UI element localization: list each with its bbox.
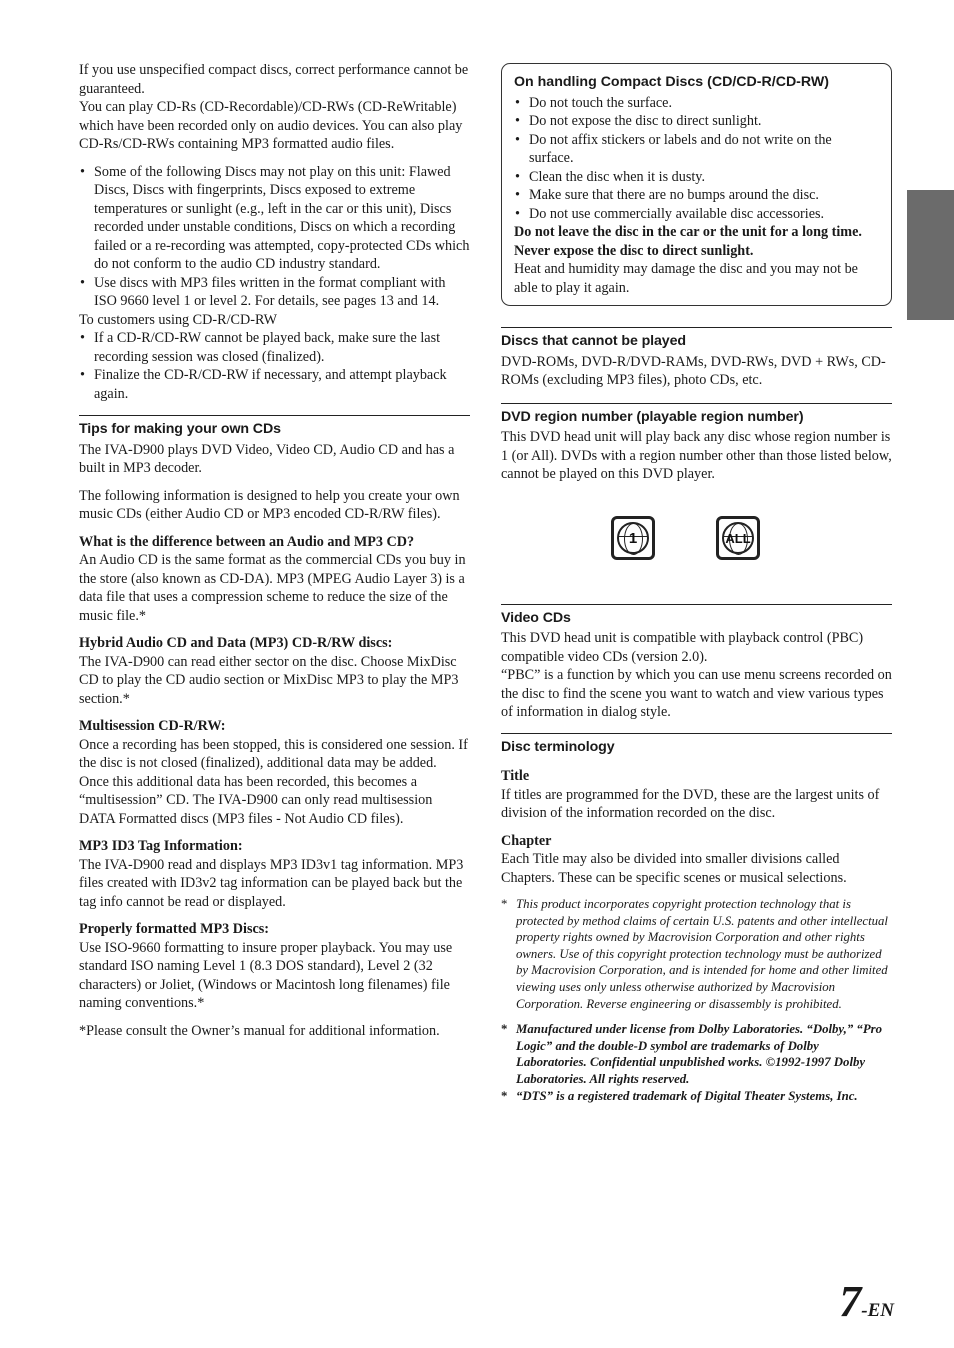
- mp3-format-heading: Properly formatted MP3 Discs:: [79, 921, 270, 937]
- title-term-body: If titles are programmed for the DVD, these are the largest units of division of the information recorded on the disc.: [501, 786, 880, 821]
- footnote-dts: [501, 1088, 892, 1105]
- mp3-format-body: Use ISO-9660 formatting to insure proper playback. You may use standard ISO naming Level 1 (8.3 DOS standard), Level 2 (32 characters) or Joliet, (Windows or Macintosh long filenames) file naming conventions.*: [79, 939, 453, 1011]
- region-body: This DVD head unit will play back any disc whose region number is 1 (or All). DVDs with a region number other than those listed below, cannot be played on this DVD player.: [501, 429, 892, 482]
- list-item: • Do not use commercially available disc accessories.: [514, 205, 879, 224]
- intro-paragraph-2: You can play CD-Rs (CD-Recordable)/CD-RWs (CD-ReWritable) which have been recorded only on audio devices. You can also play CD-Rs/CD-RWs containing MP3 formatted audio files.: [79, 99, 463, 152]
- cannot-play-body: DVD-ROMs, DVD-R/DVD-RAMs, DVD-RWs, DVD + RWs, CD-ROMs (excluding MP3 files), photo CDs, etc.: [501, 353, 886, 388]
- footnote-marker: *: [501, 1088, 508, 1103]
- hybrid-disc-body: The IVA-D900 can read either sector on the disc. Choose MixDisc CD to play the CD audio section or MixDisc MP3 to play the MP3 section.*: [79, 653, 459, 707]
- id3-tag-body: The IVA-D900 read and displays MP3 ID3v1 tag information. MP3 files created with ID3v2 tag information can be played back but the tag info cannot be read or displayed.: [79, 856, 464, 910]
- page-number-suffix: -EN: [861, 1300, 894, 1321]
- footnote-text: “DTS” is a registered trademark of Digital Theater Systems, Inc.: [516, 1088, 858, 1103]
- terminology-heading: Disc terminology: [501, 733, 892, 757]
- list-item: • Make sure that there are no bumps around the disc.: [514, 186, 879, 205]
- list-item: • Clean the disc when it is dusty.: [514, 168, 879, 187]
- region-1-label: 1: [628, 529, 638, 547]
- video-cd-heading: Video CDs: [501, 604, 892, 628]
- left-column: [79, 61, 470, 1040]
- id3-tag-heading: MP3 ID3 Tag Information:: [79, 838, 243, 854]
- region-heading: DVD region number (playable region number): [501, 403, 892, 427]
- footnote-macrovision: [501, 896, 892, 1012]
- footnote-marker: *: [501, 897, 508, 911]
- tips-heading: Tips for making your own CDs: [79, 415, 470, 439]
- tips-paragraph-2: The following information is designed to help you create your own music CDs (either Audio CD or MP3 encoded CD-R/RW files).: [79, 487, 460, 522]
- video-cd-paragraph-2: “PBC” is a function by which you can use menu screens recorded on the disc to find the scene you want to watch and view various types of information in dialog style.: [501, 667, 892, 720]
- footnotes: [501, 896, 892, 1104]
- hybrid-disc-heading: Hybrid Audio CD and Data (MP3) CD-R/RW discs:: [79, 635, 393, 651]
- region-all-globe-icon: [716, 516, 760, 560]
- audio-vs-mp3-heading: What is the difference between an Audio and MP3 CD?: [79, 533, 415, 550]
- region-1-globe-icon: [611, 516, 655, 560]
- region-icons: [501, 484, 892, 604]
- intro-paragraph-1: If you use unspecified compact discs, correct performance cannot be guaranteed.: [79, 62, 469, 97]
- footnote-marker: *: [501, 1022, 508, 1037]
- page-number: [839, 1276, 894, 1328]
- section-tab: [907, 190, 954, 320]
- chapter-term-body: Each Title may also be divided into smaller divisions called Chapters. These can be specific scenes or musical selections.: [501, 851, 847, 886]
- consult-note: *Please consult the Owner’s manual for additional information.: [79, 1022, 440, 1039]
- disc-notes-list: [79, 163, 470, 311]
- footnote-dolby: [501, 1021, 892, 1087]
- disc-warning: Do not leave the disc in the car or the unit for a long time. Never expose the disc to direct sunlight.: [514, 224, 862, 259]
- tips-paragraph-1: The IVA-D900 plays DVD Video, Video CD, Audio CD and has a built in MP3 decoder.: [79, 441, 455, 476]
- multisession-body: Once a recording has been stopped, this is considered one session. If the disc is not closed (finalized), additional data may be added. Once this additional data has been recorded, this becomes a “multisession” CD. The IVA-D900 can only read multisession DATA Formatted discs (MP3 files - Not Audio CD files).: [79, 736, 468, 827]
- list-item: • If a CD-R/CD-RW cannot be played back, make sure the last recording session was closed (finalized).: [79, 329, 470, 366]
- page-number-digit: 7: [839, 1277, 862, 1326]
- list-item: • Finalize the CD-R/CD-RW if necessary, and attempt playback again.: [79, 366, 470, 403]
- list-item: • Some of the following Discs may not play on this unit: Flawed Discs, Discs with fingerprints, Discs exposed to extreme temperatures or sunlight (e.g., left in the car or this unit), Discs recorded under unstable conditions, Discs on which a recording failed or a re-recording was attempted, copy-protected CDs which do not conform to the audio CD industry standard.: [79, 163, 470, 274]
- cannot-play-heading: Discs that cannot be played: [501, 327, 892, 351]
- disc-warning-note: Heat and humidity may damage the disc and you may not be able to play it again.: [514, 261, 858, 296]
- disc-handling-title: On handling Compact Discs (CD/CD-R/CD-RW): [514, 74, 830, 90]
- cdr-intro: To customers using CD-R/CD-RW: [79, 311, 278, 328]
- title-term-heading: Title: [501, 768, 530, 784]
- right-column: [501, 61, 892, 1104]
- list-item: • Do not touch the surface.: [514, 94, 879, 113]
- region-all-label: ALL: [725, 530, 751, 546]
- audio-vs-mp3-body: An Audio CD is the same format as the commercial CDs you buy in the store (also known as CD-DA). MP3 (MPEG Audio Layer 3) is a data file that uses a compression scheme to reduce the size of the music file.*: [79, 552, 466, 624]
- list-item: • Use discs with MP3 files written in the format compliant with ISO 9660 level 1 or level 2. For details, see pages 13 and 14.: [79, 274, 470, 311]
- disc-handling-list: [514, 94, 879, 224]
- footnote-text: Manufactured under license from Dolby Laboratories. “Dolby,” “Pro Logic” and the double-D symbol are trademarks of Dolby Laboratories. Confidential unpublished works. ©1992-1997 Dolby Laboratories. All rights reserved.: [516, 1022, 883, 1086]
- disc-handling-box: [501, 63, 892, 306]
- list-item: • Do not affix stickers or labels and do not write on the surface.: [514, 131, 879, 168]
- video-cd-paragraph-1: This DVD head unit is compatible with playback control (PBC) compatible video CDs (version 2.0).: [501, 630, 864, 665]
- cdr-notes-list: [79, 329, 470, 403]
- multisession-heading: Multisession CD-R/RW:: [79, 718, 226, 734]
- footnote-text: This product incorporates copyright protection technology that is protected by method claims of certain U.S. patents and other intellectual property rights owned by Macrovision Corporation and other rights owners. Use of this copyright protection technology must be authorized by Macrovision Corporation, and is intended for home and other limited viewing uses only unless otherwise authorized by Macrovision Corporation. Reverse engineering or disassembly is prohibited.: [516, 897, 888, 1011]
- chapter-term-heading: Chapter: [501, 832, 552, 849]
- list-item: • Do not expose the disc to direct sunlight.: [514, 112, 879, 131]
